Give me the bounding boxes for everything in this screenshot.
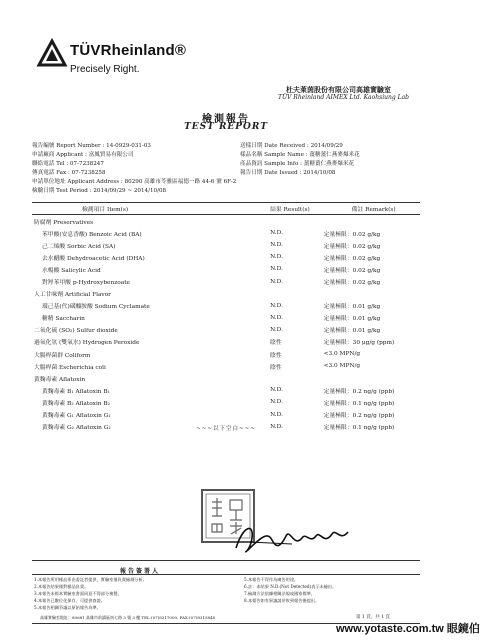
row-result: N.D.: [270, 278, 283, 285]
note-left-5: 5.本報告相關爭議以原始報告為準。: [34, 605, 101, 610]
row-result: [233, 288, 322, 300]
table-row: [32, 263, 420, 275]
row-remark: 定量極限：0.2 ng/g (ppb): [323, 413, 395, 420]
table-row: [32, 324, 420, 336]
row-result: [233, 372, 322, 384]
website-watermark: www.yotaste.com.tw 眼鏡伯: [336, 623, 480, 635]
table-row: [32, 409, 420, 421]
row-result: [233, 215, 322, 228]
row-remark: [322, 288, 420, 300]
row-remark: 定量極限：0.02 g/kg: [323, 255, 381, 262]
results-table: [32, 202, 420, 433]
table-row: [32, 288, 420, 300]
end-of-report-marker: ~~~以下空白~~~: [196, 426, 256, 432]
page-number: 第 1 頁，共 1 頁: [356, 615, 390, 620]
fax-label: 傳真電話 Fax :: [32, 170, 70, 176]
table-row: [32, 372, 420, 384]
lab-name-cn: 杜夫萊茵股份有限公司高雄實驗室: [286, 85, 391, 94]
table-row: [32, 360, 420, 372]
table-row: [32, 300, 420, 312]
date-received-label: 送樣日期 Date Received :: [240, 143, 309, 149]
note-right-4: 8.本報告如有異議請於收到報告後提出。: [244, 598, 320, 603]
note-left-1: 1.本報告所用樣品係由委託者提供，實驗室僅負責檢測分析。: [34, 577, 147, 582]
applicant-value: 富鳳貿易有限公司: [88, 152, 134, 158]
row-remark: 定量極限：0.02 g/kg: [323, 231, 381, 238]
brand-tagline: Precisely Right.: [70, 64, 140, 75]
table-row: [32, 227, 420, 239]
row-result: N.D.: [270, 326, 283, 333]
date-issued-label: 報告日期 Date Issued :: [240, 170, 302, 176]
table-header-row: [32, 203, 420, 215]
row-remark: [322, 372, 420, 384]
fax-line: [32, 168, 106, 176]
table-row: [32, 215, 420, 228]
row-item: 水楊酸 Salicylic Acid: [42, 267, 101, 274]
row-remark: 定量極限：0.02 g/kg: [323, 267, 381, 274]
header-result: 結果 Result(s): [233, 203, 322, 215]
sample-info-label: 產品資訊 Sample Info :: [240, 161, 302, 167]
signature-icon: [232, 518, 352, 558]
table-row: [32, 239, 420, 251]
period-value: 2014/09/29 ~ 2014/10/08: [93, 188, 167, 194]
row-result: N.D.: [270, 242, 283, 249]
sample-name-label: 樣品名稱 Sample Name :: [240, 152, 308, 158]
row-item: 黃麴毒素 G₁ Aflatoxin G₁: [42, 413, 111, 420]
row-result: N.D.: [270, 411, 283, 418]
note-left-3: 3.本報告未經本實驗室書面同意不得部分複製。: [34, 591, 122, 596]
lab-address-footer: 高雄實驗室地址：80681 高雄市前鎮區南七路 3 號 3 樓 TEL:(07)8317000, FAX:(07)8315848: [40, 615, 216, 620]
row-result: N.D.: [270, 387, 283, 394]
row-remark: <3.0 MPN/g: [323, 363, 361, 370]
row-item: 糖精 Saccharin: [42, 316, 85, 323]
row-item: 苯甲酸(安息香酸) Benzoic Acid (BA): [42, 231, 142, 238]
row-item: 過氧化氫 (雙氧水) Hydrogen Peroxide: [34, 340, 140, 347]
row-result: N.D.: [270, 266, 283, 273]
row-remark: 定量極限：0.1 ng/g (ppb): [323, 425, 395, 432]
address-label: 申請單位地址 Applicant Address :: [32, 179, 123, 185]
row-result: 陰性: [270, 352, 282, 359]
report-number-line: [32, 141, 151, 149]
note-left-2: 2.本報告結果僅對樣品負責。: [34, 584, 89, 589]
header-remark: 備註 Remark(s): [322, 203, 420, 215]
sample-info-value: 薑糖薑仁燕麥爆米花: [303, 161, 355, 167]
row-item: 己二烯酸 Sorbic Acid (SA): [42, 243, 116, 250]
signature-divider: [32, 560, 420, 561]
row-remark: 定量極限：0.1 ng/g (ppb): [323, 400, 395, 407]
row-result: 陰性: [270, 340, 282, 347]
report-title-en: TEST REPORT: [184, 122, 268, 132]
row-remark: 定量極限：0.01 g/kg: [323, 328, 381, 335]
row-remark: <3.0 MPN/g: [323, 351, 361, 358]
row-item: 大腸桿菌 Escherichia coli: [34, 364, 106, 371]
fax-value: 07-7238258: [71, 170, 106, 176]
table-row: [32, 384, 420, 396]
note-right-3: 7.檢測方法依據相關法規或國家標準。: [244, 591, 315, 596]
table-row: [32, 348, 420, 360]
table-row: [32, 251, 420, 263]
table-row: [32, 396, 420, 408]
report-title-cn: 檢測報告: [202, 114, 250, 125]
note-right-2: 6.註：本結果 N.D.(Not Detected)表示未檢出。: [244, 584, 337, 589]
sample-name-value: 薑糖薑仁燕麥爆米花: [309, 152, 360, 158]
row-item: 二氧化硫 (SO₂) Sulfur dioxide: [34, 328, 118, 335]
row-item: 防腐劑 Preservatives: [34, 219, 94, 226]
row-item: 黃麴毒素 B₁ Aflatoxin B₁: [42, 388, 110, 395]
tuv-logo-icon: [38, 40, 66, 66]
report-number-value: 14-0929-031-03: [106, 143, 151, 149]
row-remark: [322, 215, 420, 228]
applicant-label: 申請廠商 Applicant :: [32, 152, 87, 158]
row-item: 黃麴毒素 G₂ Aflatoxin G₂: [42, 425, 111, 432]
applicant-line: [32, 150, 133, 158]
row-item: 對羥苯甲酸 p-Hydroxybenzoate: [42, 280, 130, 287]
row-result: 陰性: [270, 364, 282, 371]
period-line: [32, 186, 166, 194]
table-row: [32, 312, 420, 324]
row-remark: 定量極限：0.02 g/kg: [323, 280, 381, 287]
tel-label: 聯絡電話 Tel :: [32, 161, 69, 167]
row-result: N.D.: [270, 314, 283, 321]
table-row: [32, 275, 420, 287]
row-remark: 定量極限：30 μg/g (ppm): [323, 340, 395, 347]
row-result: N.D.: [270, 254, 283, 261]
row-result: N.D.: [270, 302, 283, 309]
date-received-line: [240, 141, 343, 149]
note-right-1: 5.本報告不得作為廣告用途。: [244, 577, 299, 582]
tel-value: 07-7238247: [70, 161, 104, 167]
sample-name-line: [240, 150, 360, 158]
signer-label: 報告簽署人: [120, 568, 161, 575]
address-line: [32, 177, 236, 185]
row-remark: 定量極限：0.01 g/kg: [323, 316, 381, 323]
period-label: 檢驗日期 Test Period :: [32, 188, 92, 194]
table-row: [32, 336, 420, 348]
row-item: 人工甘味劑 Artificial Flavor: [34, 292, 111, 299]
sample-info-line: [240, 159, 354, 167]
address-value: 80290 高雄市苓雅區福德一路 44-6 號 6F-2: [124, 179, 237, 185]
note-left-4: 4.本報告已數位化保存，可提供查證。: [34, 598, 105, 603]
row-result: N.D.: [270, 423, 283, 430]
brand-name: TÜVRheinland®: [70, 42, 187, 59]
row-item: 大腸桿菌群 Coliform: [34, 352, 91, 359]
row-remark: 定量極限：0.2 ng/g (ppb): [323, 388, 395, 395]
tel-line: [32, 159, 104, 167]
date-issued-line: [240, 168, 335, 176]
row-item: 環己基(代)磺醯胺酸 Sodium Cyclamate: [42, 304, 150, 311]
row-item: 去水醋酸 Dehydroacetic Acid (DHA): [42, 255, 145, 262]
row-remark: 定量極限：0.02 g/kg: [323, 243, 381, 250]
row-result: N.D.: [270, 230, 283, 237]
row-item: 黃麴毒素 Aflatoxin: [34, 376, 86, 383]
lab-name-en: TÜV Rheinland AIMEX Ltd. Kaohsiung Lab: [278, 94, 409, 101]
row-remark: 定量極限：0.01 g/kg: [323, 304, 381, 311]
row-item: 黃麴毒素 B₂ Aflatoxin B₂: [42, 400, 110, 407]
report-number-label: 報告編號 Report Number :: [32, 143, 105, 149]
date-issued-value: 2014/10/08: [303, 170, 336, 176]
header-item: 檢測項目 Item(s): [32, 203, 233, 215]
date-received-value: 2014/09/29: [310, 143, 343, 149]
row-result: N.D.: [270, 399, 283, 406]
